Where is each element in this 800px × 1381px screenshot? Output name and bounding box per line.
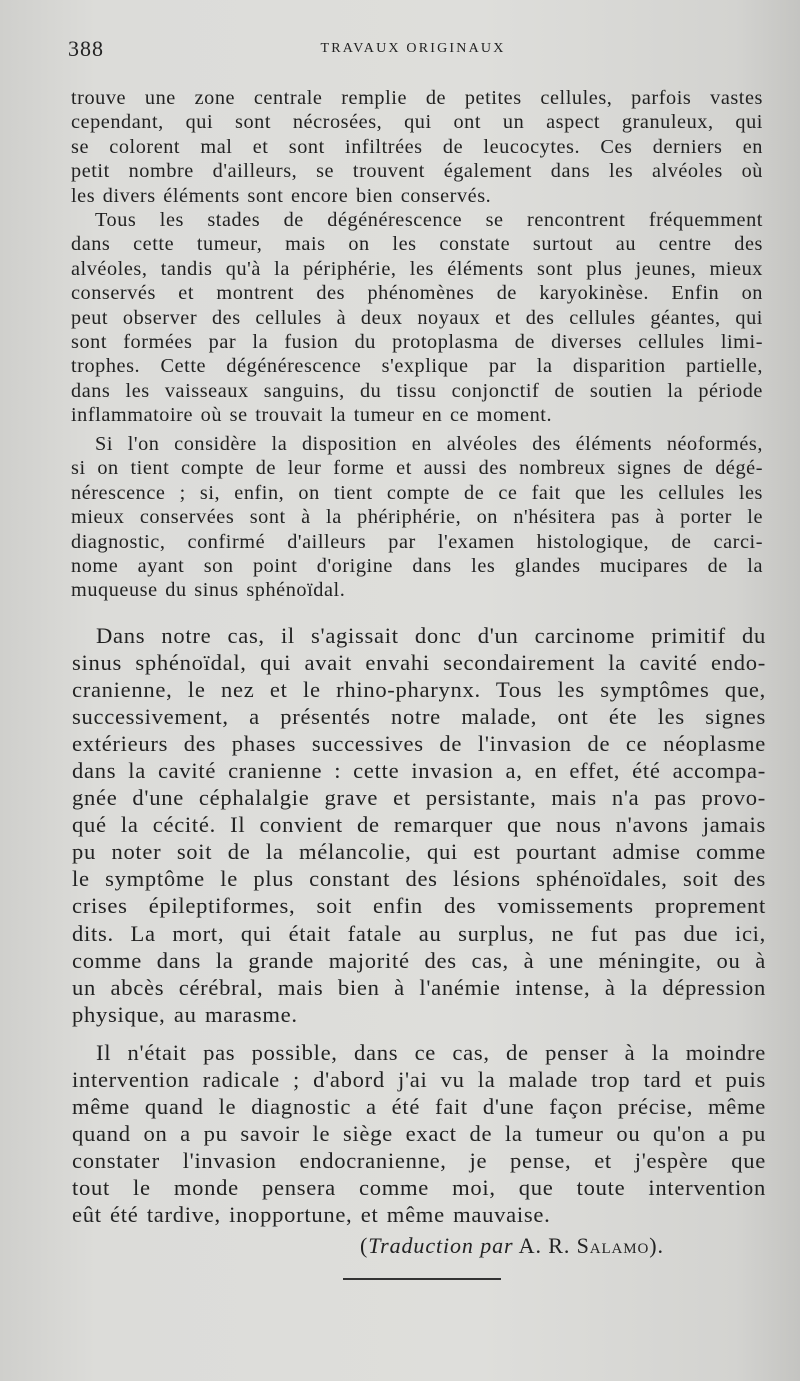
text-line: petit nombre d'ailleurs, se trouvent également dans les alvéoles où: [71, 160, 763, 183]
text-line: dits. La mort, qui était fatale au surplus, ne fut pas due ici,: [72, 920, 766, 946]
text-line: cependant, qui sont nécrosées, qui ont un aspect granuleux, qui: [71, 111, 763, 134]
translator-name: Salamo: [576, 1233, 650, 1258]
credit-open-paren: (: [360, 1233, 369, 1258]
text-line: constater l'invasion endocranienne, je pense, et j'espère que: [72, 1148, 766, 1174]
text-line: les divers éléments sont encore bien conservés.: [71, 184, 492, 207]
text-line: sinus sphénoïdal, qui avait envahi secondairement la cavité endo-: [72, 650, 766, 676]
text-line: si on tient compte de leur forme et aussi des nombreux signes de dégé-: [71, 457, 763, 480]
text-line: même quand le diagnostic a été fait d'une façon précise, même: [72, 1094, 766, 1120]
text-line: pu noter soit de la mélancolie, qui est pourtant admise comme: [72, 839, 766, 865]
text-line: se colorent mal et sont infiltrées de leucocytes. Ces derniers en: [71, 135, 763, 158]
text-line: comme dans la grande majorité des cas, à une méningite, ou à: [72, 947, 766, 973]
text-line: intervention radicale ; d'abord j'ai vu la malade trop tard et puis: [72, 1067, 766, 1093]
text-line: physique, au marasme.: [72, 1001, 298, 1027]
text-line: sont formées par la fusion du protoplasma de diverses cellules limi-: [71, 331, 763, 354]
text-line: trophes. Cette dégénérescence s'explique par la disparition partielle,: [71, 355, 763, 378]
page-number: 388: [68, 36, 104, 61]
translation-credit: [360, 1233, 664, 1259]
text-line: eût été tardive, inopportune, et même mauvaise.: [72, 1202, 551, 1228]
text-line: dans les vaisseaux sanguins, du tissu conjonctif de soutien la période: [71, 379, 763, 402]
text-line: conservés et montrent des phénomènes de karyokinèse. Enfin on: [71, 282, 763, 305]
text-line: gnée d'une céphalalgie grave et persistante, mais n'a pas provo-: [72, 785, 766, 811]
translator-initials: A. R.: [518, 1233, 571, 1258]
running-title: TRAVAUX ORIGINAUX: [320, 41, 506, 56]
page-header: [68, 36, 758, 66]
text-line: un abcès cérébral, mais bien à l'anémie intense, à la dépression: [72, 974, 766, 1000]
translation-label: Traduction par: [368, 1233, 514, 1258]
text-line: Il n'était pas possible, dans ce cas, de penser à la moindre: [96, 1040, 766, 1065]
text-line: muqueuse du sinus sphénoïdal.: [71, 579, 346, 602]
paragraph-diagnosis: [71, 432, 763, 603]
text-line: dans la cavité cranienne : cette invasion a, en effet, été accompa-: [72, 758, 766, 784]
text-line: dans cette tumeur, mais on les constate surtout au centre des: [71, 233, 763, 256]
paragraph-tumor-center: [71, 86, 763, 208]
text-line: successivement, a présentés notre malade, ont éte les signes: [72, 704, 766, 730]
text-line: extérieurs des phases successives de l'invasion de ce néoplasme: [72, 731, 766, 757]
text-line: nome ayant son point d'origine dans les glandes mucipares de la: [71, 555, 763, 578]
paragraph-degeneration: [71, 208, 763, 428]
text-line: diagnostic, confirmé d'ailleurs par l'examen histologique, de carci-: [71, 530, 763, 553]
text-line: inflammatoire où se trouvait la tumeur en ce moment.: [71, 404, 553, 427]
text-line: quand on a pu savoir le siège exact de la tumeur ou qu'on a pu: [72, 1121, 766, 1147]
text-line: cranienne, le nez et le rhino-pharynx. Tous les symptômes que,: [72, 677, 766, 703]
text-line: nérescence ; si, enfin, on tient compte de ce fait que les cellules les: [71, 481, 763, 504]
text-line: crises épileptiformes, soit enfin des vomissements proprement: [72, 893, 766, 919]
credit-close-paren: ).: [649, 1233, 664, 1258]
paragraph-case-discussion: [72, 622, 766, 1028]
text-line: peut observer des cellules à deux noyaux et des cellules géantes, qui: [71, 306, 763, 329]
text-line: qué la cécité. Il convient de remarquer que nous n'avons jamais: [72, 812, 766, 838]
text-line: tout le monde pensera comme moi, que toute intervention: [72, 1175, 766, 1201]
text-line: mieux conservées sont à la phériphérie, on n'hésitera pas à porter le: [71, 506, 763, 529]
text-line: Tous les stades de dégénérescence se rencontrent fréquemment: [95, 209, 763, 231]
text-line: alvéoles, tandis qu'à la périphérie, les éléments sont plus jeunes, mieux: [71, 257, 763, 280]
text-line: Si l'on considère la disposition en alvéoles des éléments néoformés,: [95, 433, 763, 455]
text-line: trouve une zone centrale remplie de petites cellules, parfois vastes: [71, 87, 763, 109]
text-line: Dans notre cas, il s'agissait donc d'un carcinome primitif du: [96, 623, 766, 648]
paragraph-intervention: [72, 1039, 766, 1228]
closing-rule: [343, 1278, 501, 1280]
text-line: le symptôme le plus constant des lésions sphénoïdales, soit des: [72, 866, 766, 892]
